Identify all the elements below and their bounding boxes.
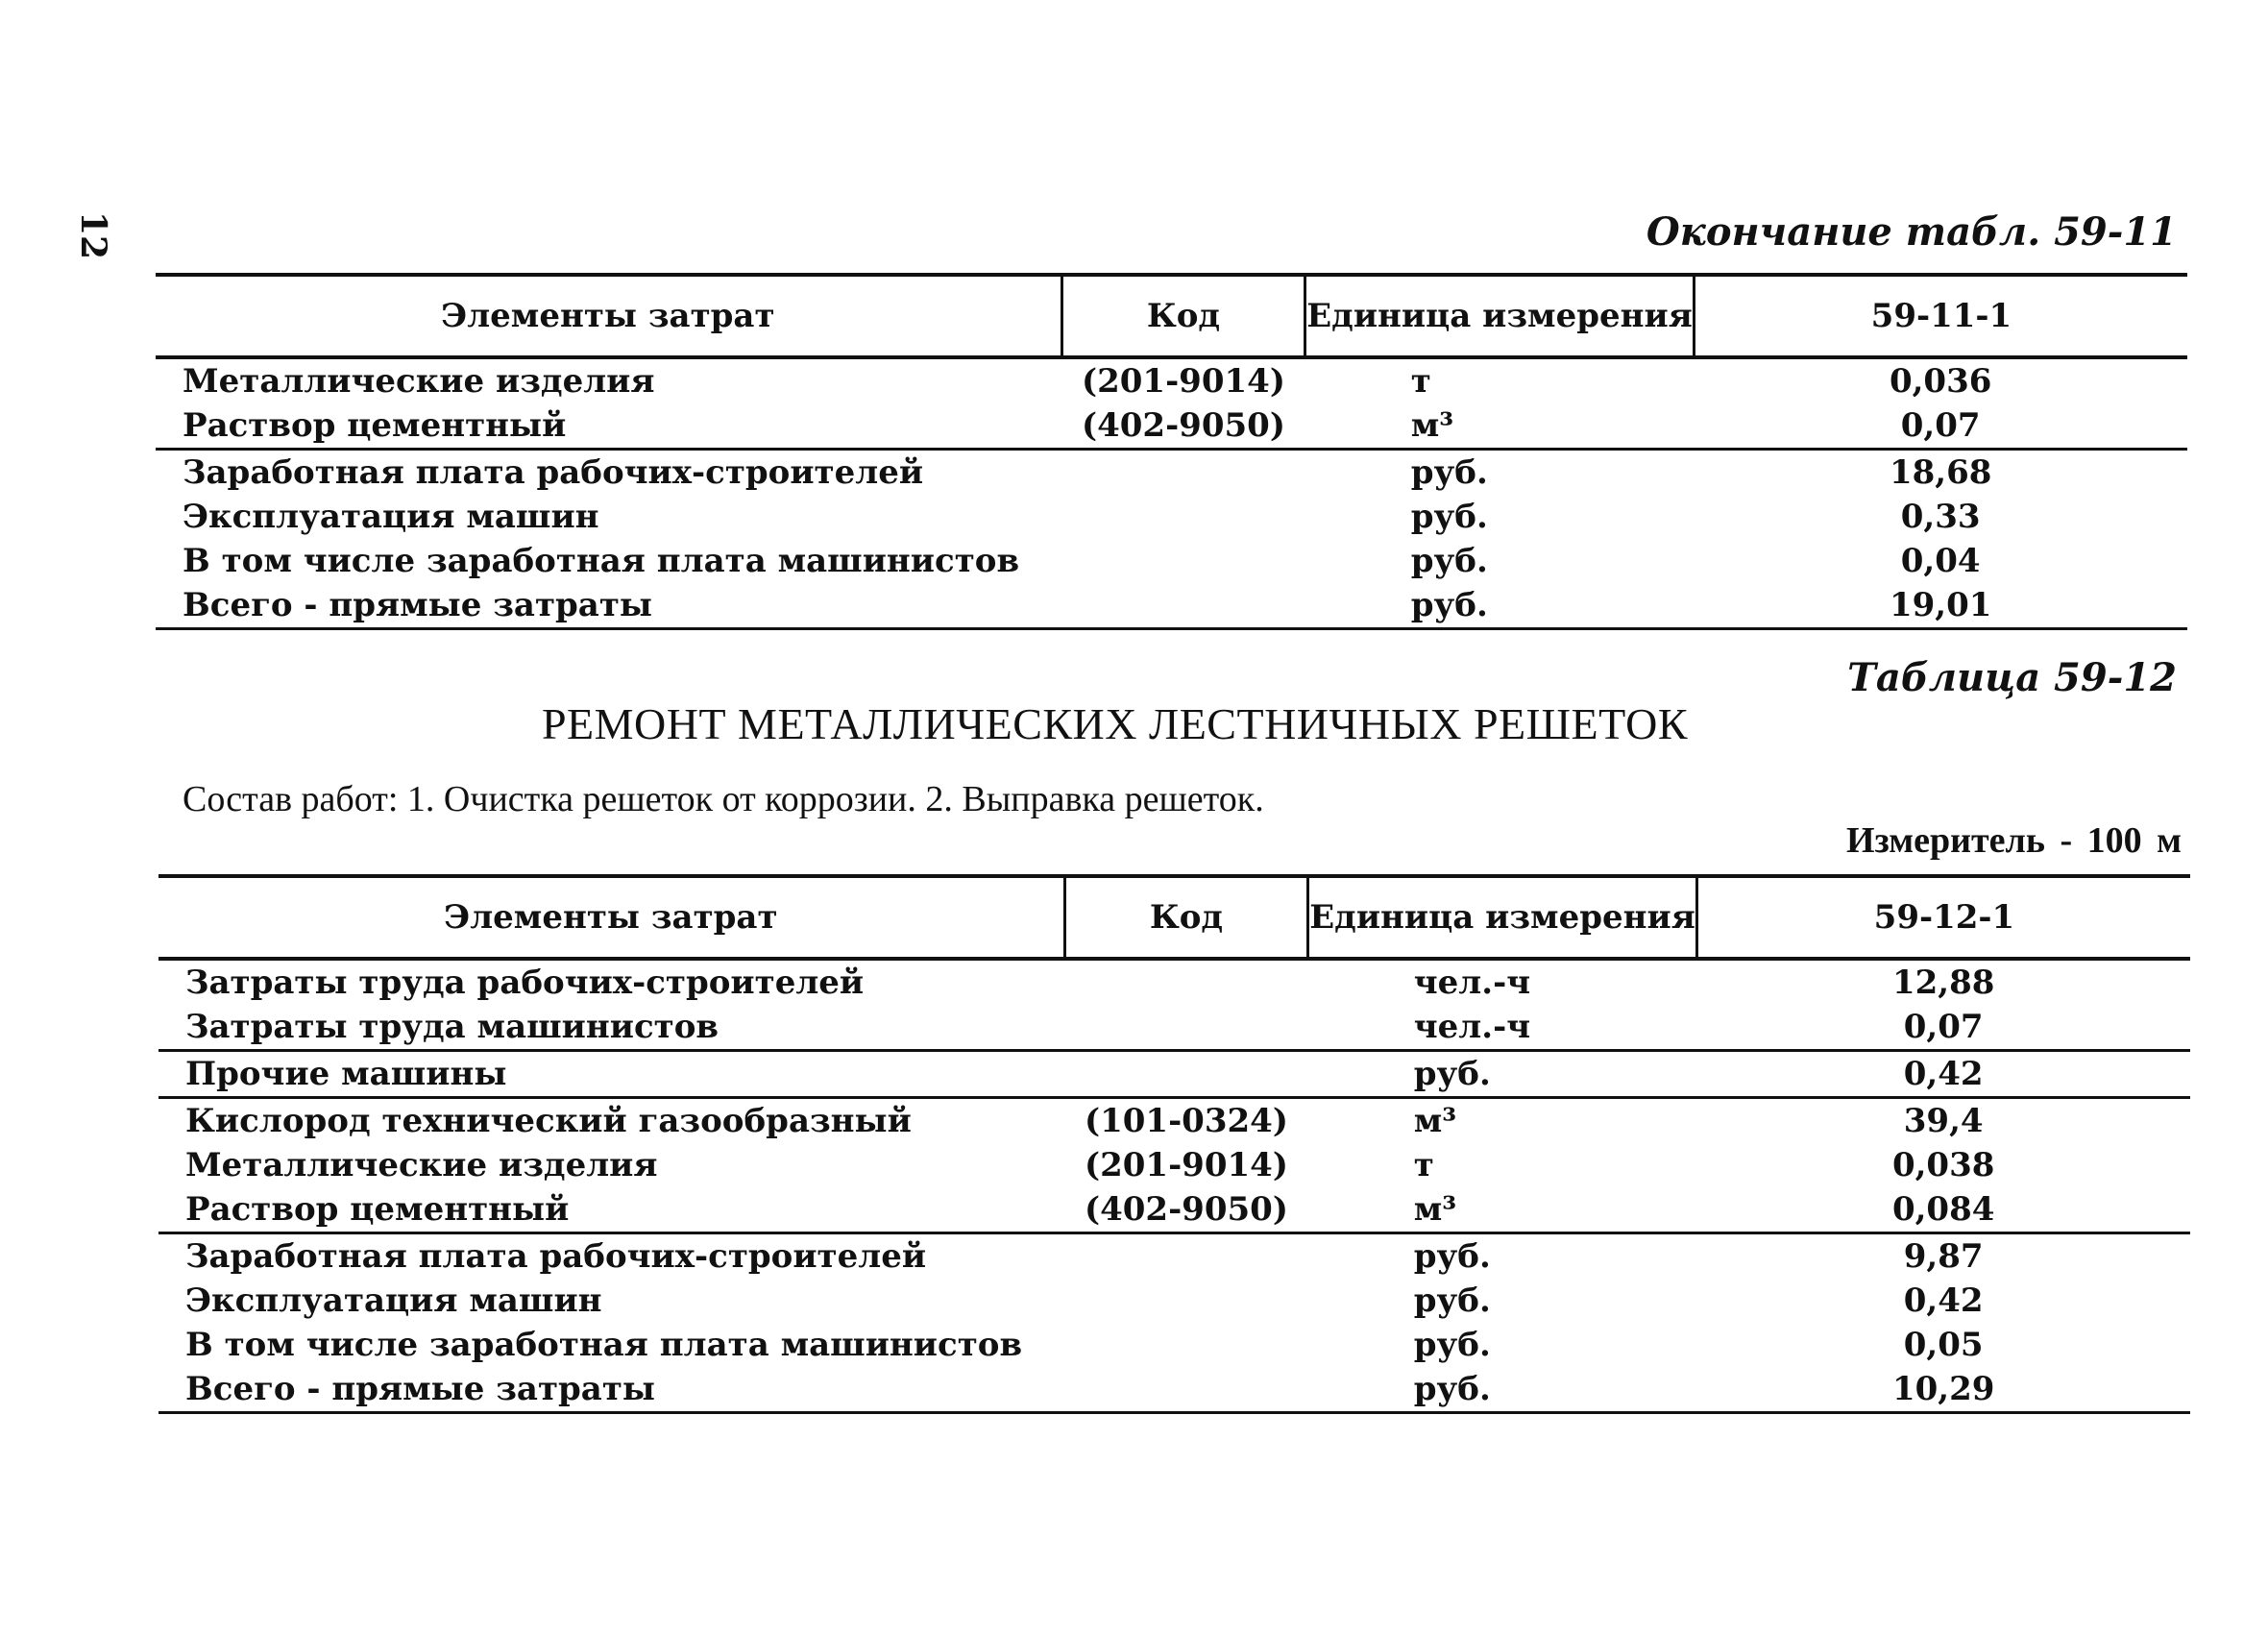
cost-value: 0,038 xyxy=(1891,1146,1995,1184)
table-row xyxy=(159,1279,2190,1323)
cost-element: Раствор цементный xyxy=(156,403,1061,450)
cost-element: Металлические изделия xyxy=(183,362,655,401)
cost-element: Затраты труда рабочих-строителей xyxy=(185,964,865,1002)
header-elements: Элементы затрат xyxy=(159,876,1064,959)
table-row xyxy=(159,959,2190,1005)
table-row xyxy=(159,1323,2190,1367)
cost-value: 0,07 xyxy=(1696,1005,2190,1051)
table-header xyxy=(156,275,2187,357)
cost-value: 0,33 xyxy=(1900,498,1981,536)
header-rate: 59-12-1 xyxy=(1696,876,2190,959)
cost-table-59-12 xyxy=(159,874,2190,1414)
cost-value: 12,88 xyxy=(1891,964,1995,1002)
cost-element: Эксплуатация машин xyxy=(183,498,599,536)
cost-element: В том числе заработная плата машинистов xyxy=(183,542,1020,580)
cost-code: (201-9014) xyxy=(1085,1146,1288,1184)
cost-code xyxy=(1064,1323,1308,1367)
cost-unit: руб. xyxy=(1413,1237,1491,1276)
cost-code xyxy=(1064,1367,1308,1413)
cost-unit: м³ xyxy=(1308,1187,1697,1233)
cost-code xyxy=(1061,583,1305,629)
table-row xyxy=(156,583,2187,629)
cost-element: Затраты труда машинистов xyxy=(159,1005,1064,1051)
cost-element: Кислород технический газообразный xyxy=(185,1102,912,1140)
cost-unit: руб. xyxy=(1413,1326,1491,1364)
cost-value: 0,42 xyxy=(1903,1281,1984,1320)
cost-value: 0,07 xyxy=(1694,403,2187,450)
cost-unit: руб. xyxy=(1308,1367,1697,1413)
table-row xyxy=(159,1187,2190,1233)
cost-code xyxy=(1064,1279,1308,1323)
cost-code: (201-9014) xyxy=(1082,362,1285,401)
cost-value: 9,87 xyxy=(1903,1237,1984,1276)
cost-code: (402-9050) xyxy=(1061,403,1305,450)
cost-element: Всего - прямые затраты xyxy=(156,583,1061,629)
header-code: Код xyxy=(1064,876,1308,959)
cost-code: (402-9050) xyxy=(1064,1187,1308,1233)
cost-element: Заработная плата рабочих-строителей xyxy=(183,453,924,492)
table-row xyxy=(156,539,2187,583)
cost-value: 39,4 xyxy=(1903,1102,1984,1140)
cost-unit: руб. xyxy=(1410,542,1488,580)
table1-caption: Окончание табл. 59-11 xyxy=(1646,209,2177,255)
header-code: Код xyxy=(1061,275,1305,357)
cost-code xyxy=(1061,450,1305,496)
cost-code xyxy=(1064,1051,1308,1098)
cost-unit: чел.-ч xyxy=(1413,964,1531,1002)
header-elements: Элементы затрат xyxy=(156,275,1061,357)
cost-code xyxy=(1064,1233,1308,1280)
cost-unit: руб. xyxy=(1410,453,1488,492)
cost-value: 0,05 xyxy=(1903,1326,1984,1364)
cost-code xyxy=(1064,1005,1308,1051)
header-unit: Единица измерения xyxy=(1305,275,1695,357)
table-body xyxy=(156,357,2187,629)
table-row xyxy=(156,450,2187,496)
cost-value: 10,29 xyxy=(1696,1367,2190,1413)
cost-unit: м³ xyxy=(1305,403,1695,450)
cost-unit: чел.-ч xyxy=(1308,1005,1697,1051)
table-body xyxy=(159,959,2190,1413)
cost-code xyxy=(1061,539,1305,583)
cost-element: Раствор цементный xyxy=(159,1187,1064,1233)
cost-value: 0,42 xyxy=(1696,1051,2190,1098)
work-composition: Состав работ: 1. Очистка решеток от коррозии. 2. Выправка решеток. xyxy=(183,779,1264,819)
table-row xyxy=(159,1143,2190,1187)
table-row xyxy=(156,495,2187,539)
table-row xyxy=(159,1051,2190,1098)
cost-code xyxy=(1064,959,1308,1005)
header-unit: Единица измерения xyxy=(1308,876,1697,959)
cost-value: 0,036 xyxy=(1889,362,1992,401)
cost-element: Эксплуатация машин xyxy=(185,1281,602,1320)
table-row xyxy=(159,1367,2190,1413)
section-title xyxy=(0,698,2268,749)
cost-value: 0,04 xyxy=(1900,542,1981,580)
page-number: 12 xyxy=(73,211,113,260)
cost-table-59-11 xyxy=(156,273,2187,630)
cost-unit: руб. xyxy=(1308,1051,1697,1098)
table-row xyxy=(156,403,2187,450)
table-row xyxy=(156,357,2187,403)
cost-value: 18,68 xyxy=(1889,453,1992,492)
cost-unit: м³ xyxy=(1413,1102,1457,1140)
cost-value: 0,084 xyxy=(1696,1187,2190,1233)
cost-unit: руб. xyxy=(1305,583,1695,629)
table-header xyxy=(159,876,2190,959)
cost-element: Прочие машины xyxy=(159,1051,1064,1098)
cost-unit: руб. xyxy=(1410,498,1488,536)
cost-unit: т xyxy=(1410,362,1431,401)
cost-value: 19,01 xyxy=(1694,583,2187,629)
table-row xyxy=(159,1098,2190,1144)
header-rate: 59-11-1 xyxy=(1694,275,2187,357)
section-title-text: РЕМОНТ МЕТАЛЛИЧЕСКИХ ЛЕСТНИЧНЫХ РЕШЕТОК xyxy=(541,699,1689,748)
cost-element: Металлические изделия xyxy=(185,1146,658,1184)
cost-element: В том числе заработная плата машинистов xyxy=(185,1326,1023,1364)
measurement-unit: Измеритель - 100 м xyxy=(1845,820,2182,861)
cost-code: (101-0324) xyxy=(1085,1102,1288,1140)
cost-code xyxy=(1061,495,1305,539)
cost-element: Заработная плата рабочих-строителей xyxy=(185,1237,927,1276)
table2-caption: Таблица 59-12 xyxy=(1847,655,2177,700)
table-row xyxy=(159,1233,2190,1280)
cost-unit: руб. xyxy=(1413,1281,1491,1320)
table-row xyxy=(159,1005,2190,1051)
cost-element: Всего - прямые затраты xyxy=(159,1367,1064,1413)
cost-unit: т xyxy=(1413,1146,1434,1184)
